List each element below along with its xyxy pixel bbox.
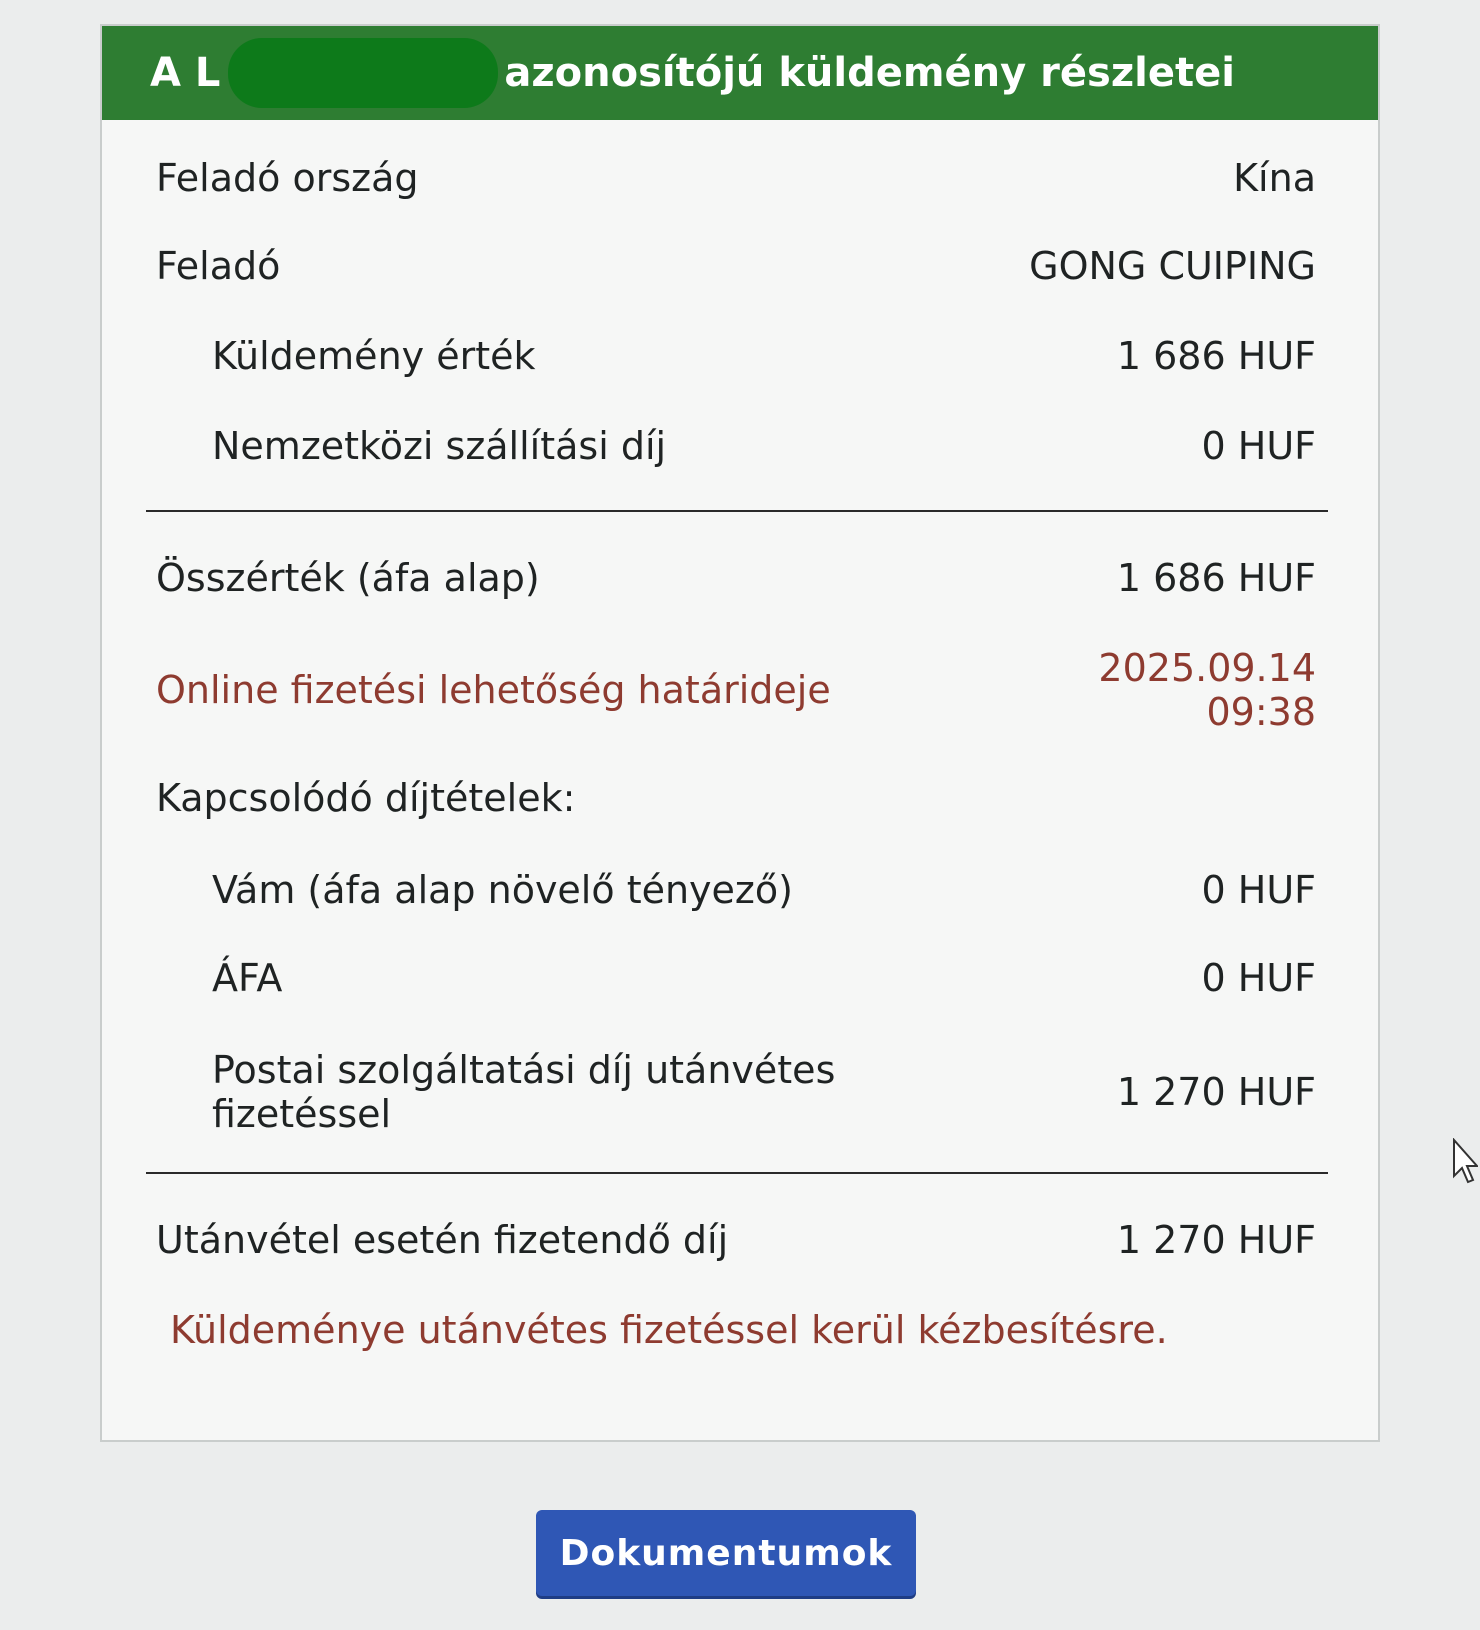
row-total-value bbox=[156, 556, 1316, 600]
panel-header bbox=[102, 26, 1378, 120]
payment-deadline-time: 09:38 bbox=[1206, 690, 1316, 734]
vat-value: 0 HUF bbox=[1201, 956, 1316, 1000]
shipment-value-value: 1 686 HUF bbox=[1116, 334, 1316, 378]
payment-deadline-value bbox=[1098, 646, 1316, 734]
postal-fee-value: 1 270 HUF bbox=[1116, 1070, 1316, 1114]
row-shipment-value bbox=[156, 334, 1316, 378]
shipment-value-label: Küldemény érték bbox=[212, 334, 536, 378]
header-title: azonosítójú küldemény részletei bbox=[504, 50, 1235, 96]
intl-shipping-fee-value: 0 HUF bbox=[1201, 424, 1316, 468]
fees-heading: Kapcsolódó díjtételek: bbox=[156, 776, 576, 820]
customs-value: 0 HUF bbox=[1201, 868, 1316, 912]
cod-delivery-note: Küldeménye utánvétes fizetéssel kerül kézbesítésre. bbox=[170, 1308, 1168, 1352]
customs-label: Vám (áfa alap növelő tényező) bbox=[212, 868, 793, 912]
payable-value: 1 270 HUF bbox=[1116, 1218, 1316, 1262]
total-value-label: Összérték (áfa alap) bbox=[156, 556, 540, 600]
vat-label: ÁFA bbox=[212, 956, 283, 1000]
row-sender-country bbox=[156, 156, 1316, 200]
divider bbox=[146, 1172, 1328, 1174]
payable-label: Utánvétel esetén fizetendő díj bbox=[156, 1218, 729, 1262]
payment-deadline-date: 2025.09.14 bbox=[1098, 646, 1316, 690]
postal-fee-label-line1: Postai szolgáltatási díj utánvétes bbox=[212, 1048, 836, 1092]
divider bbox=[146, 510, 1328, 512]
redaction-mark bbox=[228, 38, 498, 108]
sender-country-value: Kína bbox=[1233, 156, 1316, 200]
row-payable bbox=[156, 1218, 1316, 1262]
row-postal-fee bbox=[156, 1048, 1316, 1136]
sender-label: Feladó bbox=[156, 244, 281, 288]
intl-shipping-fee-label: Nemzetközi szállítási díj bbox=[212, 424, 667, 468]
row-payment-deadline bbox=[156, 646, 1316, 734]
documents-button[interactable]: Dokumentumok bbox=[536, 1510, 916, 1596]
mouse-cursor-icon bbox=[1452, 1138, 1478, 1186]
row-customs bbox=[156, 868, 1316, 912]
row-fees-heading bbox=[156, 776, 1316, 820]
row-sender bbox=[156, 244, 1316, 288]
postal-fee-label bbox=[156, 1048, 835, 1136]
shipment-details-panel bbox=[100, 24, 1380, 1442]
total-value-value: 1 686 HUF bbox=[1116, 556, 1316, 600]
row-intl-shipping-fee bbox=[156, 424, 1316, 468]
sender-country-label: Feladó ország bbox=[156, 156, 419, 200]
sender-value: GONG CUIPING bbox=[1029, 244, 1316, 288]
header-prefix: A L bbox=[150, 50, 221, 96]
row-vat bbox=[156, 956, 1316, 1000]
postal-fee-label-line2: fizetéssel bbox=[212, 1092, 392, 1136]
payment-deadline-label: Online fizetési lehetőség határideje bbox=[156, 668, 831, 712]
